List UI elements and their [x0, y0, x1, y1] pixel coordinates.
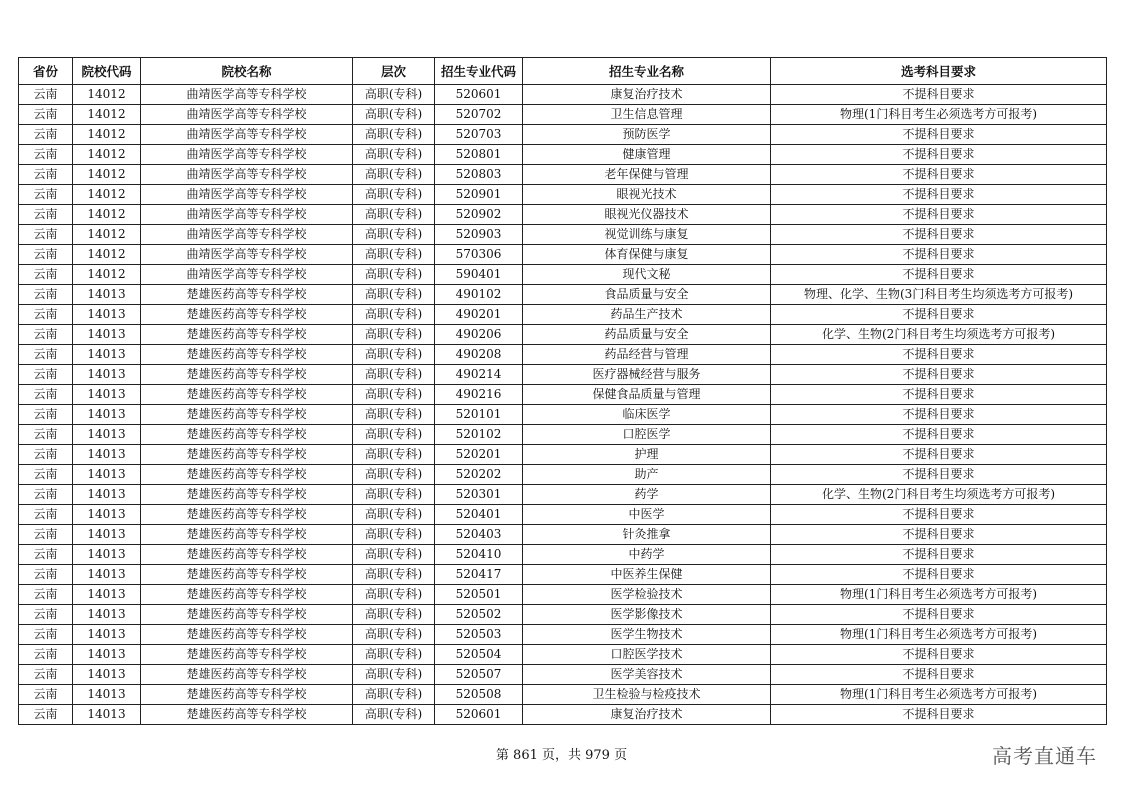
cell-major-code: 490216 — [435, 385, 523, 405]
cell-major-name: 药品质量与安全 — [523, 325, 771, 345]
cell-major-code: 520703 — [435, 125, 523, 145]
cell-subject-requirement: 不提科目要求 — [771, 245, 1107, 265]
cell-subject-requirement: 不提科目要求 — [771, 425, 1107, 445]
cell-major-name: 医学影像技术 — [523, 605, 771, 625]
table-row — [19, 705, 1107, 725]
cell-major-code: 570306 — [435, 245, 523, 265]
cell-level: 高职(专科) — [353, 385, 435, 405]
cell-school-name: 楚雄医药高等专科学校 — [141, 305, 353, 325]
cell-major-code: 520901 — [435, 185, 523, 205]
cell-school-code: 14012 — [73, 265, 141, 285]
cell-province: 云南 — [19, 505, 73, 525]
cell-subject-requirement: 不提科目要求 — [771, 265, 1107, 285]
cell-major-name: 医学检验技术 — [523, 585, 771, 605]
cell-school-name: 楚雄医药高等专科学校 — [141, 425, 353, 445]
cell-school-code: 14012 — [73, 245, 141, 265]
cell-school-code: 14013 — [73, 385, 141, 405]
cell-level: 高职(专科) — [353, 185, 435, 205]
cell-school-name: 楚雄医药高等专科学校 — [141, 345, 353, 365]
cell-school-name: 曲靖医学高等专科学校 — [141, 85, 353, 105]
cell-major-code: 590401 — [435, 265, 523, 285]
cell-major-name: 老年保健与管理 — [523, 165, 771, 185]
cell-major-name: 药学 — [523, 485, 771, 505]
cell-subject-requirement: 不提科目要求 — [771, 565, 1107, 585]
cell-school-code: 14013 — [73, 405, 141, 425]
cell-level: 高职(专科) — [353, 645, 435, 665]
cell-major-code: 520502 — [435, 605, 523, 625]
cell-subject-requirement: 物理(1门科目考生必须选考方可报考) — [771, 585, 1107, 605]
cell-major-code: 490206 — [435, 325, 523, 345]
cell-major-code: 520508 — [435, 685, 523, 705]
cell-level: 高职(专科) — [353, 405, 435, 425]
cell-subject-requirement: 不提科目要求 — [771, 405, 1107, 425]
cell-subject-requirement: 不提科目要求 — [771, 305, 1107, 325]
cell-subject-requirement: 不提科目要求 — [771, 665, 1107, 685]
cell-major-name: 中医养生保健 — [523, 565, 771, 585]
table-row — [19, 445, 1107, 465]
cell-major-name: 口腔医学 — [523, 425, 771, 445]
table-row — [19, 505, 1107, 525]
table-row — [19, 325, 1107, 345]
table-row — [19, 485, 1107, 505]
cell-school-code: 14013 — [73, 685, 141, 705]
cell-subject-requirement: 不提科目要求 — [771, 385, 1107, 405]
cell-level: 高职(专科) — [353, 625, 435, 645]
cell-major-name: 医疗器械经营与服务 — [523, 365, 771, 385]
cell-school-code: 14013 — [73, 365, 141, 385]
cell-major-name: 口腔医学技术 — [523, 645, 771, 665]
cell-major-code: 490214 — [435, 365, 523, 385]
table-row — [19, 225, 1107, 245]
cell-major-name: 药品生产技术 — [523, 305, 771, 325]
cell-subject-requirement: 化学、生物(2门科目考生均须选考方可报考) — [771, 485, 1107, 505]
cell-school-name: 楚雄医药高等专科学校 — [141, 385, 353, 405]
cell-province: 云南 — [19, 665, 73, 685]
cell-subject-requirement: 物理(1门科目考生必须选考方可报考) — [771, 685, 1107, 705]
cell-major-code: 520601 — [435, 85, 523, 105]
cell-major-code: 520401 — [435, 505, 523, 525]
cell-major-code: 520410 — [435, 545, 523, 565]
cell-major-name: 卫生信息管理 — [523, 105, 771, 125]
cell-major-name: 针灸推拿 — [523, 525, 771, 545]
cell-major-code: 520504 — [435, 645, 523, 665]
cell-school-code: 14013 — [73, 665, 141, 685]
cell-school-code: 14013 — [73, 345, 141, 365]
cell-school-code: 14013 — [73, 585, 141, 605]
cell-school-name: 楚雄医药高等专科学校 — [141, 325, 353, 345]
cell-major-name: 保健食品质量与管理 — [523, 385, 771, 405]
cell-school-code: 14012 — [73, 185, 141, 205]
cell-level: 高职(专科) — [353, 145, 435, 165]
cell-level: 高职(专科) — [353, 165, 435, 185]
cell-school-code: 14013 — [73, 565, 141, 585]
cell-subject-requirement: 不提科目要求 — [771, 165, 1107, 185]
cell-subject-requirement: 不提科目要求 — [771, 705, 1107, 725]
cell-school-name: 楚雄医药高等专科学校 — [141, 525, 353, 545]
cell-school-name: 曲靖医学高等专科学校 — [141, 165, 353, 185]
cell-school-code: 14013 — [73, 465, 141, 485]
cell-level: 高职(专科) — [353, 505, 435, 525]
cell-subject-requirement: 不提科目要求 — [771, 605, 1107, 625]
cell-school-name: 曲靖医学高等专科学校 — [141, 245, 353, 265]
cell-level: 高职(专科) — [353, 365, 435, 385]
cell-province: 云南 — [19, 545, 73, 565]
cell-school-code: 14013 — [73, 445, 141, 465]
cell-school-code: 14012 — [73, 85, 141, 105]
cell-school-code: 14013 — [73, 505, 141, 525]
cell-province: 云南 — [19, 325, 73, 345]
cell-province: 云南 — [19, 425, 73, 445]
cell-province: 云南 — [19, 165, 73, 185]
cell-subject-requirement: 不提科目要求 — [771, 205, 1107, 225]
cell-major-code: 520403 — [435, 525, 523, 545]
cell-subject-requirement: 物理(1门科目考生必须选考方可报考) — [771, 625, 1107, 645]
table-row — [19, 185, 1107, 205]
cell-province: 云南 — [19, 605, 73, 625]
cell-province: 云南 — [19, 445, 73, 465]
cell-school-name: 楚雄医药高等专科学校 — [141, 545, 353, 565]
cell-subject-requirement: 物理、化学、生物(3门科目考生均须选考方可报考) — [771, 285, 1107, 305]
cell-subject-requirement: 不提科目要求 — [771, 345, 1107, 365]
cell-school-name: 曲靖医学高等专科学校 — [141, 265, 353, 285]
cell-school-code: 14013 — [73, 425, 141, 445]
cell-level: 高职(专科) — [353, 665, 435, 685]
cell-province: 云南 — [19, 585, 73, 605]
cell-subject-requirement: 物理(1门科目考生必须选考方可报考) — [771, 105, 1107, 125]
cell-province: 云南 — [19, 105, 73, 125]
cell-school-name: 曲靖医学高等专科学校 — [141, 225, 353, 245]
cell-school-name: 楚雄医药高等专科学校 — [141, 705, 353, 725]
cell-level: 高职(专科) — [353, 285, 435, 305]
cell-major-code: 490208 — [435, 345, 523, 365]
cell-level: 高职(专科) — [353, 105, 435, 125]
cell-major-code: 520803 — [435, 165, 523, 185]
cell-major-name: 临床医学 — [523, 405, 771, 425]
cell-school-code: 14013 — [73, 285, 141, 305]
cell-school-name: 楚雄医药高等专科学校 — [141, 405, 353, 425]
cell-major-name: 健康管理 — [523, 145, 771, 165]
header-subject-requirement: 选考科目要求 — [771, 58, 1107, 85]
cell-subject-requirement: 化学、生物(2门科目考生均须选考方可报考) — [771, 325, 1107, 345]
page-number: 第 861 页，共 979 页 — [495, 748, 628, 763]
cell-major-code: 520503 — [435, 625, 523, 645]
cell-school-name: 曲靖医学高等专科学校 — [141, 125, 353, 145]
cell-school-name: 曲靖医学高等专科学校 — [141, 105, 353, 125]
cell-school-name: 楚雄医药高等专科学校 — [141, 605, 353, 625]
cell-level: 高职(专科) — [353, 545, 435, 565]
cell-province: 云南 — [19, 405, 73, 425]
cell-level: 高职(专科) — [353, 585, 435, 605]
cell-subject-requirement: 不提科目要求 — [771, 505, 1107, 525]
cell-major-name: 中药学 — [523, 545, 771, 565]
cell-school-code: 14013 — [73, 545, 141, 565]
cell-province: 云南 — [19, 705, 73, 725]
table-row — [19, 665, 1107, 685]
cell-province: 云南 — [19, 285, 73, 305]
cell-province: 云南 — [19, 305, 73, 325]
cell-school-code: 14013 — [73, 705, 141, 725]
cell-school-code: 14013 — [73, 485, 141, 505]
header-level: 层次 — [353, 58, 435, 85]
cell-school-code: 14013 — [73, 625, 141, 645]
cell-major-name: 卫生检验与检疫技术 — [523, 685, 771, 705]
cell-school-code: 14013 — [73, 305, 141, 325]
cell-level: 高职(专科) — [353, 85, 435, 105]
cell-level: 高职(专科) — [353, 325, 435, 345]
table-row — [19, 245, 1107, 265]
cell-major-code: 490102 — [435, 285, 523, 305]
cell-province: 云南 — [19, 385, 73, 405]
cell-province: 云南 — [19, 465, 73, 485]
cell-major-code: 520102 — [435, 425, 523, 445]
table-row — [19, 285, 1107, 305]
cell-province: 云南 — [19, 645, 73, 665]
cell-major-name: 眼视光技术 — [523, 185, 771, 205]
table-body — [19, 85, 1107, 725]
cell-province: 云南 — [19, 525, 73, 545]
cell-major-name: 药品经营与管理 — [523, 345, 771, 365]
cell-level: 高职(专科) — [353, 225, 435, 245]
table-row — [19, 165, 1107, 185]
cell-major-code: 520507 — [435, 665, 523, 685]
cell-major-name: 助产 — [523, 465, 771, 485]
watermark-logo: 高考直通车 — [992, 744, 1097, 768]
table-header-row — [19, 58, 1107, 85]
cell-level: 高职(专科) — [353, 345, 435, 365]
cell-subject-requirement: 不提科目要求 — [771, 545, 1107, 565]
cell-province: 云南 — [19, 145, 73, 165]
header-major-name: 招生专业名称 — [523, 58, 771, 85]
cell-province: 云南 — [19, 85, 73, 105]
cell-subject-requirement: 不提科目要求 — [771, 225, 1107, 245]
header-major-code: 招生专业代码 — [435, 58, 523, 85]
cell-subject-requirement: 不提科目要求 — [771, 85, 1107, 105]
cell-major-code: 520601 — [435, 705, 523, 725]
cell-major-code: 520501 — [435, 585, 523, 605]
cell-major-name: 医学美容技术 — [523, 665, 771, 685]
cell-school-name: 楚雄医药高等专科学校 — [141, 585, 353, 605]
cell-school-code: 14012 — [73, 145, 141, 165]
cell-major-name: 医学生物技术 — [523, 625, 771, 645]
cell-level: 高职(专科) — [353, 305, 435, 325]
cell-province: 云南 — [19, 205, 73, 225]
cell-school-name: 曲靖医学高等专科学校 — [141, 205, 353, 225]
cell-school-code: 14013 — [73, 525, 141, 545]
cell-level: 高职(专科) — [353, 685, 435, 705]
table-row — [19, 405, 1107, 425]
cell-subject-requirement: 不提科目要求 — [771, 365, 1107, 385]
cell-school-code: 14012 — [73, 125, 141, 145]
cell-subject-requirement: 不提科目要求 — [771, 185, 1107, 205]
table-row — [19, 605, 1107, 625]
cell-school-name: 楚雄医药高等专科学校 — [141, 485, 353, 505]
table-row — [19, 585, 1107, 605]
cell-province: 云南 — [19, 245, 73, 265]
table-row — [19, 205, 1107, 225]
cell-province: 云南 — [19, 185, 73, 205]
table-row — [19, 545, 1107, 565]
table-row — [19, 645, 1107, 665]
cell-subject-requirement: 不提科目要求 — [771, 145, 1107, 165]
header-province: 省份 — [19, 58, 73, 85]
cell-level: 高职(专科) — [353, 565, 435, 585]
cell-subject-requirement: 不提科目要求 — [771, 445, 1107, 465]
cell-level: 高职(专科) — [353, 125, 435, 145]
cell-school-code: 14013 — [73, 605, 141, 625]
cell-level: 高职(专科) — [353, 465, 435, 485]
table-row — [19, 145, 1107, 165]
cell-major-name: 康复治疗技术 — [523, 705, 771, 725]
cell-level: 高职(专科) — [353, 705, 435, 725]
cell-level: 高职(专科) — [353, 245, 435, 265]
cell-school-code: 14013 — [73, 645, 141, 665]
table-row — [19, 385, 1107, 405]
cell-major-code: 520903 — [435, 225, 523, 245]
cell-school-name: 曲靖医学高等专科学校 — [141, 185, 353, 205]
cell-major-code: 520301 — [435, 485, 523, 505]
cell-major-code: 520902 — [435, 205, 523, 225]
cell-school-name: 楚雄医药高等专科学校 — [141, 565, 353, 585]
cell-province: 云南 — [19, 485, 73, 505]
table-row — [19, 105, 1107, 125]
cell-school-name: 楚雄医药高等专科学校 — [141, 445, 353, 465]
cell-province: 云南 — [19, 125, 73, 145]
table-row — [19, 625, 1107, 645]
table-row — [19, 425, 1107, 445]
cell-major-name: 中医学 — [523, 505, 771, 525]
cell-school-name: 楚雄医药高等专科学校 — [141, 505, 353, 525]
cell-school-name: 楚雄医药高等专科学校 — [141, 465, 353, 485]
cell-school-name: 楚雄医药高等专科学校 — [141, 685, 353, 705]
cell-level: 高职(专科) — [353, 425, 435, 445]
cell-school-name: 楚雄医药高等专科学校 — [141, 665, 353, 685]
table-row — [19, 305, 1107, 325]
cell-major-name: 护理 — [523, 445, 771, 465]
cell-major-code: 520101 — [435, 405, 523, 425]
cell-major-code: 520417 — [435, 565, 523, 585]
cell-level: 高职(专科) — [353, 265, 435, 285]
table-row — [19, 345, 1107, 365]
cell-major-code: 520702 — [435, 105, 523, 125]
cell-subject-requirement: 不提科目要求 — [771, 645, 1107, 665]
cell-level: 高职(专科) — [353, 205, 435, 225]
cell-school-name: 楚雄医药高等专科学校 — [141, 645, 353, 665]
cell-school-name: 楚雄医药高等专科学校 — [141, 625, 353, 645]
cell-province: 云南 — [19, 225, 73, 245]
table-row — [19, 125, 1107, 145]
cell-school-name: 楚雄医药高等专科学校 — [141, 285, 353, 305]
header-school-name: 院校名称 — [141, 58, 353, 85]
table-row — [19, 365, 1107, 385]
table-row — [19, 265, 1107, 285]
cell-major-name: 视觉训练与康复 — [523, 225, 771, 245]
cell-level: 高职(专科) — [353, 485, 435, 505]
cell-school-code: 14012 — [73, 225, 141, 245]
cell-school-code: 14012 — [73, 205, 141, 225]
cell-major-name: 现代文秘 — [523, 265, 771, 285]
cell-subject-requirement: 不提科目要求 — [771, 125, 1107, 145]
cell-major-name: 体育保健与康复 — [523, 245, 771, 265]
cell-major-code: 490201 — [435, 305, 523, 325]
cell-province: 云南 — [19, 365, 73, 385]
cell-school-code: 14012 — [73, 165, 141, 185]
cell-level: 高职(专科) — [353, 525, 435, 545]
table-row — [19, 465, 1107, 485]
cell-school-code: 14013 — [73, 325, 141, 345]
cell-subject-requirement: 不提科目要求 — [771, 525, 1107, 545]
cell-school-code: 14012 — [73, 105, 141, 125]
cell-province: 云南 — [19, 625, 73, 645]
table-row — [19, 565, 1107, 585]
cell-province: 云南 — [19, 265, 73, 285]
cell-province: 云南 — [19, 685, 73, 705]
cell-major-name: 预防医学 — [523, 125, 771, 145]
cell-school-name: 曲靖医学高等专科学校 — [141, 145, 353, 165]
cell-major-code: 520202 — [435, 465, 523, 485]
table-row — [19, 525, 1107, 545]
cell-province: 云南 — [19, 565, 73, 585]
cell-major-code: 520201 — [435, 445, 523, 465]
table-row — [19, 685, 1107, 705]
cell-major-name: 眼视光仪器技术 — [523, 205, 771, 225]
cell-subject-requirement: 不提科目要求 — [771, 465, 1107, 485]
cell-major-code: 520801 — [435, 145, 523, 165]
cell-school-name: 楚雄医药高等专科学校 — [141, 365, 353, 385]
cell-level: 高职(专科) — [353, 445, 435, 465]
cell-level: 高职(专科) — [353, 605, 435, 625]
cell-province: 云南 — [19, 345, 73, 365]
cell-major-name: 康复治疗技术 — [523, 85, 771, 105]
admission-table — [18, 57, 1107, 725]
header-school-code: 院校代码 — [73, 58, 141, 85]
table-row — [19, 85, 1107, 105]
cell-major-name: 食品质量与安全 — [523, 285, 771, 305]
